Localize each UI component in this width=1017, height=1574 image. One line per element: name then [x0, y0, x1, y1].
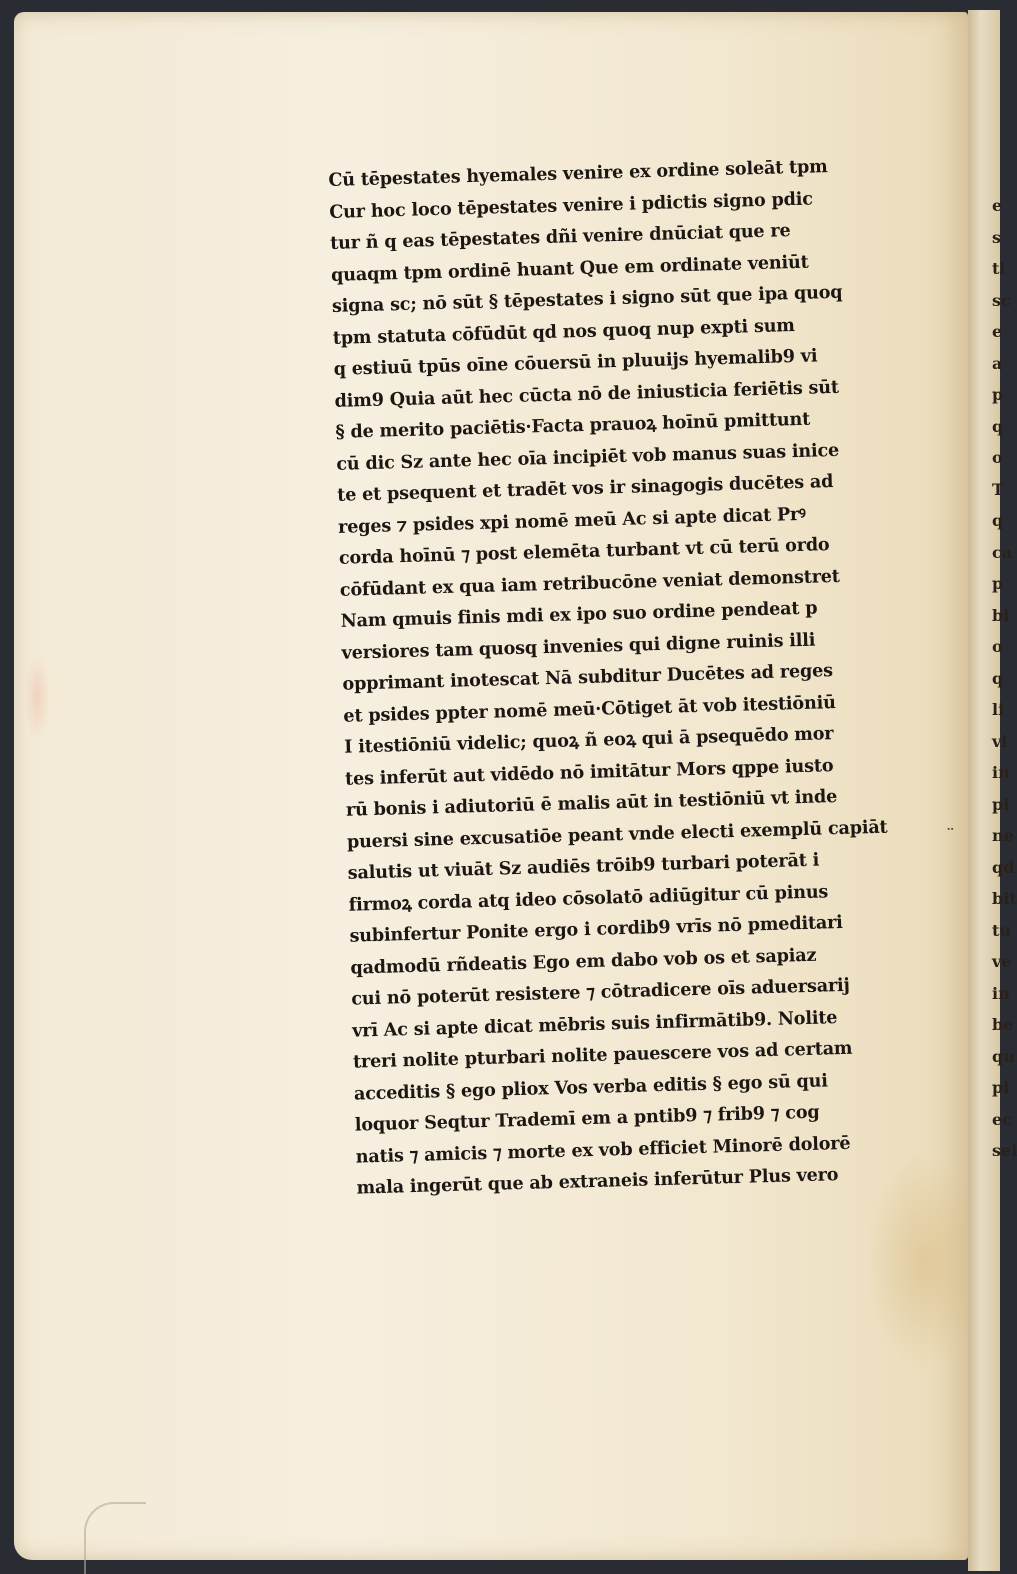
red-offset-mark — [24, 652, 50, 742]
recto-fragment: bi — [992, 605, 1010, 625]
recto-text-fragments — [992, 190, 1017, 1167]
recto-fragment: li — [992, 700, 1005, 719]
recto-fragment: s — [992, 227, 1002, 247]
text-line: treri nolite pturbari nolite pauescere vos ad certam — [352, 1037, 853, 1073]
text-line: quaqm tpm ordinē huant Que em ordinate veniūt — [330, 251, 809, 286]
recto-fragment: q — [992, 416, 1004, 436]
recto-fragment: e — [992, 322, 1003, 341]
recto-fragment: tu — [992, 920, 1012, 940]
recto-fragment: e — [992, 196, 1003, 215]
recto-fragment: ti — [992, 259, 1006, 278]
recto-fragment: pi — [992, 1078, 1010, 1097]
text-line: I itestiōniū videlic; quoꝝ ñ eoꝝ qui ā psequēdo mor — [343, 723, 834, 758]
recto-fragment: sei — [992, 1141, 1017, 1160]
recto-fragment: q — [992, 668, 1004, 688]
text-line: natis ⁊ amicis ⁊ morte ex vob efficiet Minorē dolorē — [355, 1132, 851, 1168]
text-line: puersi sine excusatiōe peant vnde electi exemplū capiāt — [346, 816, 888, 853]
text-line: opprimant inotescat Nā subditur Ducētes ad reges — [342, 660, 834, 695]
recto-fragment: o — [992, 448, 1003, 467]
text-column — [328, 149, 929, 1204]
recto-fragment: ve — [992, 952, 1012, 971]
text-line: mala ingerūt que ab extraneis inferūtur Plus vero — [356, 1164, 839, 1199]
text-line: Nam qmuis finis mdi ex ipo suo ordine pendeat p — [340, 597, 818, 632]
recto-fragment: in — [992, 763, 1010, 782]
recto-fragment: vi — [992, 731, 1008, 751]
text-line: reges ⁊ psides xpi nomē meū Ac si apte dicat Prꝰ — [337, 503, 806, 538]
text-line: versiores tam quosq invenies qui digne ruinis illi — [341, 629, 816, 664]
recto-fragment: sc — [992, 290, 1011, 310]
recto-fragment: in — [992, 983, 1010, 1003]
recto-fragment: ec — [992, 1109, 1012, 1129]
recto-fragment: p — [992, 574, 1004, 593]
recto-fragment: bit — [992, 889, 1017, 908]
recto-fragment: be — [992, 1015, 1014, 1034]
text-line: firmoꝝ corda atq ideo cōsolatō adiūgitur cū pinus — [348, 880, 829, 916]
recto-fragment: T — [992, 479, 1004, 499]
text-line: qadmodū rñdeatis Ego em dabo vob os et sapiaz — [350, 944, 817, 979]
text-line: Cur hoc loco tēpestates venire i pdictis signo pdic — [329, 187, 814, 223]
text-line: subinfertur Ponite ergo i cordib9 vrīs nō pmeditari — [349, 911, 843, 947]
recto-fragment: qu — [992, 1046, 1015, 1066]
text-line: acceditis § ego pliox Vos verba editis § ego sū qui — [353, 1069, 829, 1105]
recto-fragment: ca — [992, 542, 1013, 562]
text-line: cui nō poterūt resistere ⁊ cōtradicere oīs aduersarij — [351, 974, 850, 1010]
text-line: q estiuū tpūs oīne cōuersū in pluuijs hyemalib9 vi — [333, 345, 818, 380]
text-line: rū bonis i adiutoriū ē malis aūt in testiōniū vt inde — [345, 786, 838, 821]
text-line: salutis ut viuāt Sz audiēs trōib9 turbari poterāt i — [347, 849, 820, 884]
recto-fragment: q — [992, 511, 1004, 530]
text-line: signa sc; nō sūt § tēpestates i signo sūt que ipa quoq — [331, 281, 843, 317]
text-line: te et psequent et tradēt vos ir sinagogis ducētes ad — [336, 471, 834, 506]
text-line: dim9 Quia aūt hec cūcta nō de iniusticia feriētis sūt — [334, 376, 840, 412]
text-line: vrī Ac si apte dicat mēbris suis infirmātib9. Nolite — [351, 1006, 838, 1042]
recto-fragment: p — [992, 385, 1004, 404]
text-line: § de merito paciētis·Facta prauoꝝ hoīnū pmittunt — [335, 408, 811, 443]
text-line: loquor Seqtur Trademī em a pntib9 ⁊ frib9 ⁊ cog — [354, 1101, 820, 1136]
recto-fragment: ne — [992, 826, 1014, 845]
pointer-mark: ⠒ — [946, 823, 955, 837]
text-line: et psides ppter nomē meū·Cōtiget āt vob itestiōniū — [343, 691, 836, 727]
text-line: tpm statuta cōfūdūt qd nos quoq nup expti sum — [332, 314, 796, 349]
text-line: tes inferūt aut vidēdo nō imitātur Mors qppe iusto — [344, 754, 834, 790]
text-line: cū dic Sz ante hec oīa incipiēt vob manus suas inice — [336, 439, 840, 475]
recto-fragment: o — [992, 637, 1003, 656]
recto-fragment: a — [992, 353, 1003, 373]
text-line: cōfūdant ex qua iam retribucōne veniat demonstret — [339, 565, 840, 601]
recto-fragment: qd — [992, 857, 1015, 877]
text-line: Cū tēpestates hyemales venire ex ordine soleāt tpm — [328, 156, 828, 191]
text-line: corda hoīnū ⁊ post elemēta turbant vt cū terū ordo — [338, 534, 830, 569]
text-line: tur ñ q eas tēpestates dñi venire dnūciat que re — [329, 220, 791, 254]
corner-crease — [84, 1502, 146, 1574]
recto-fragment: pi — [992, 794, 1010, 814]
